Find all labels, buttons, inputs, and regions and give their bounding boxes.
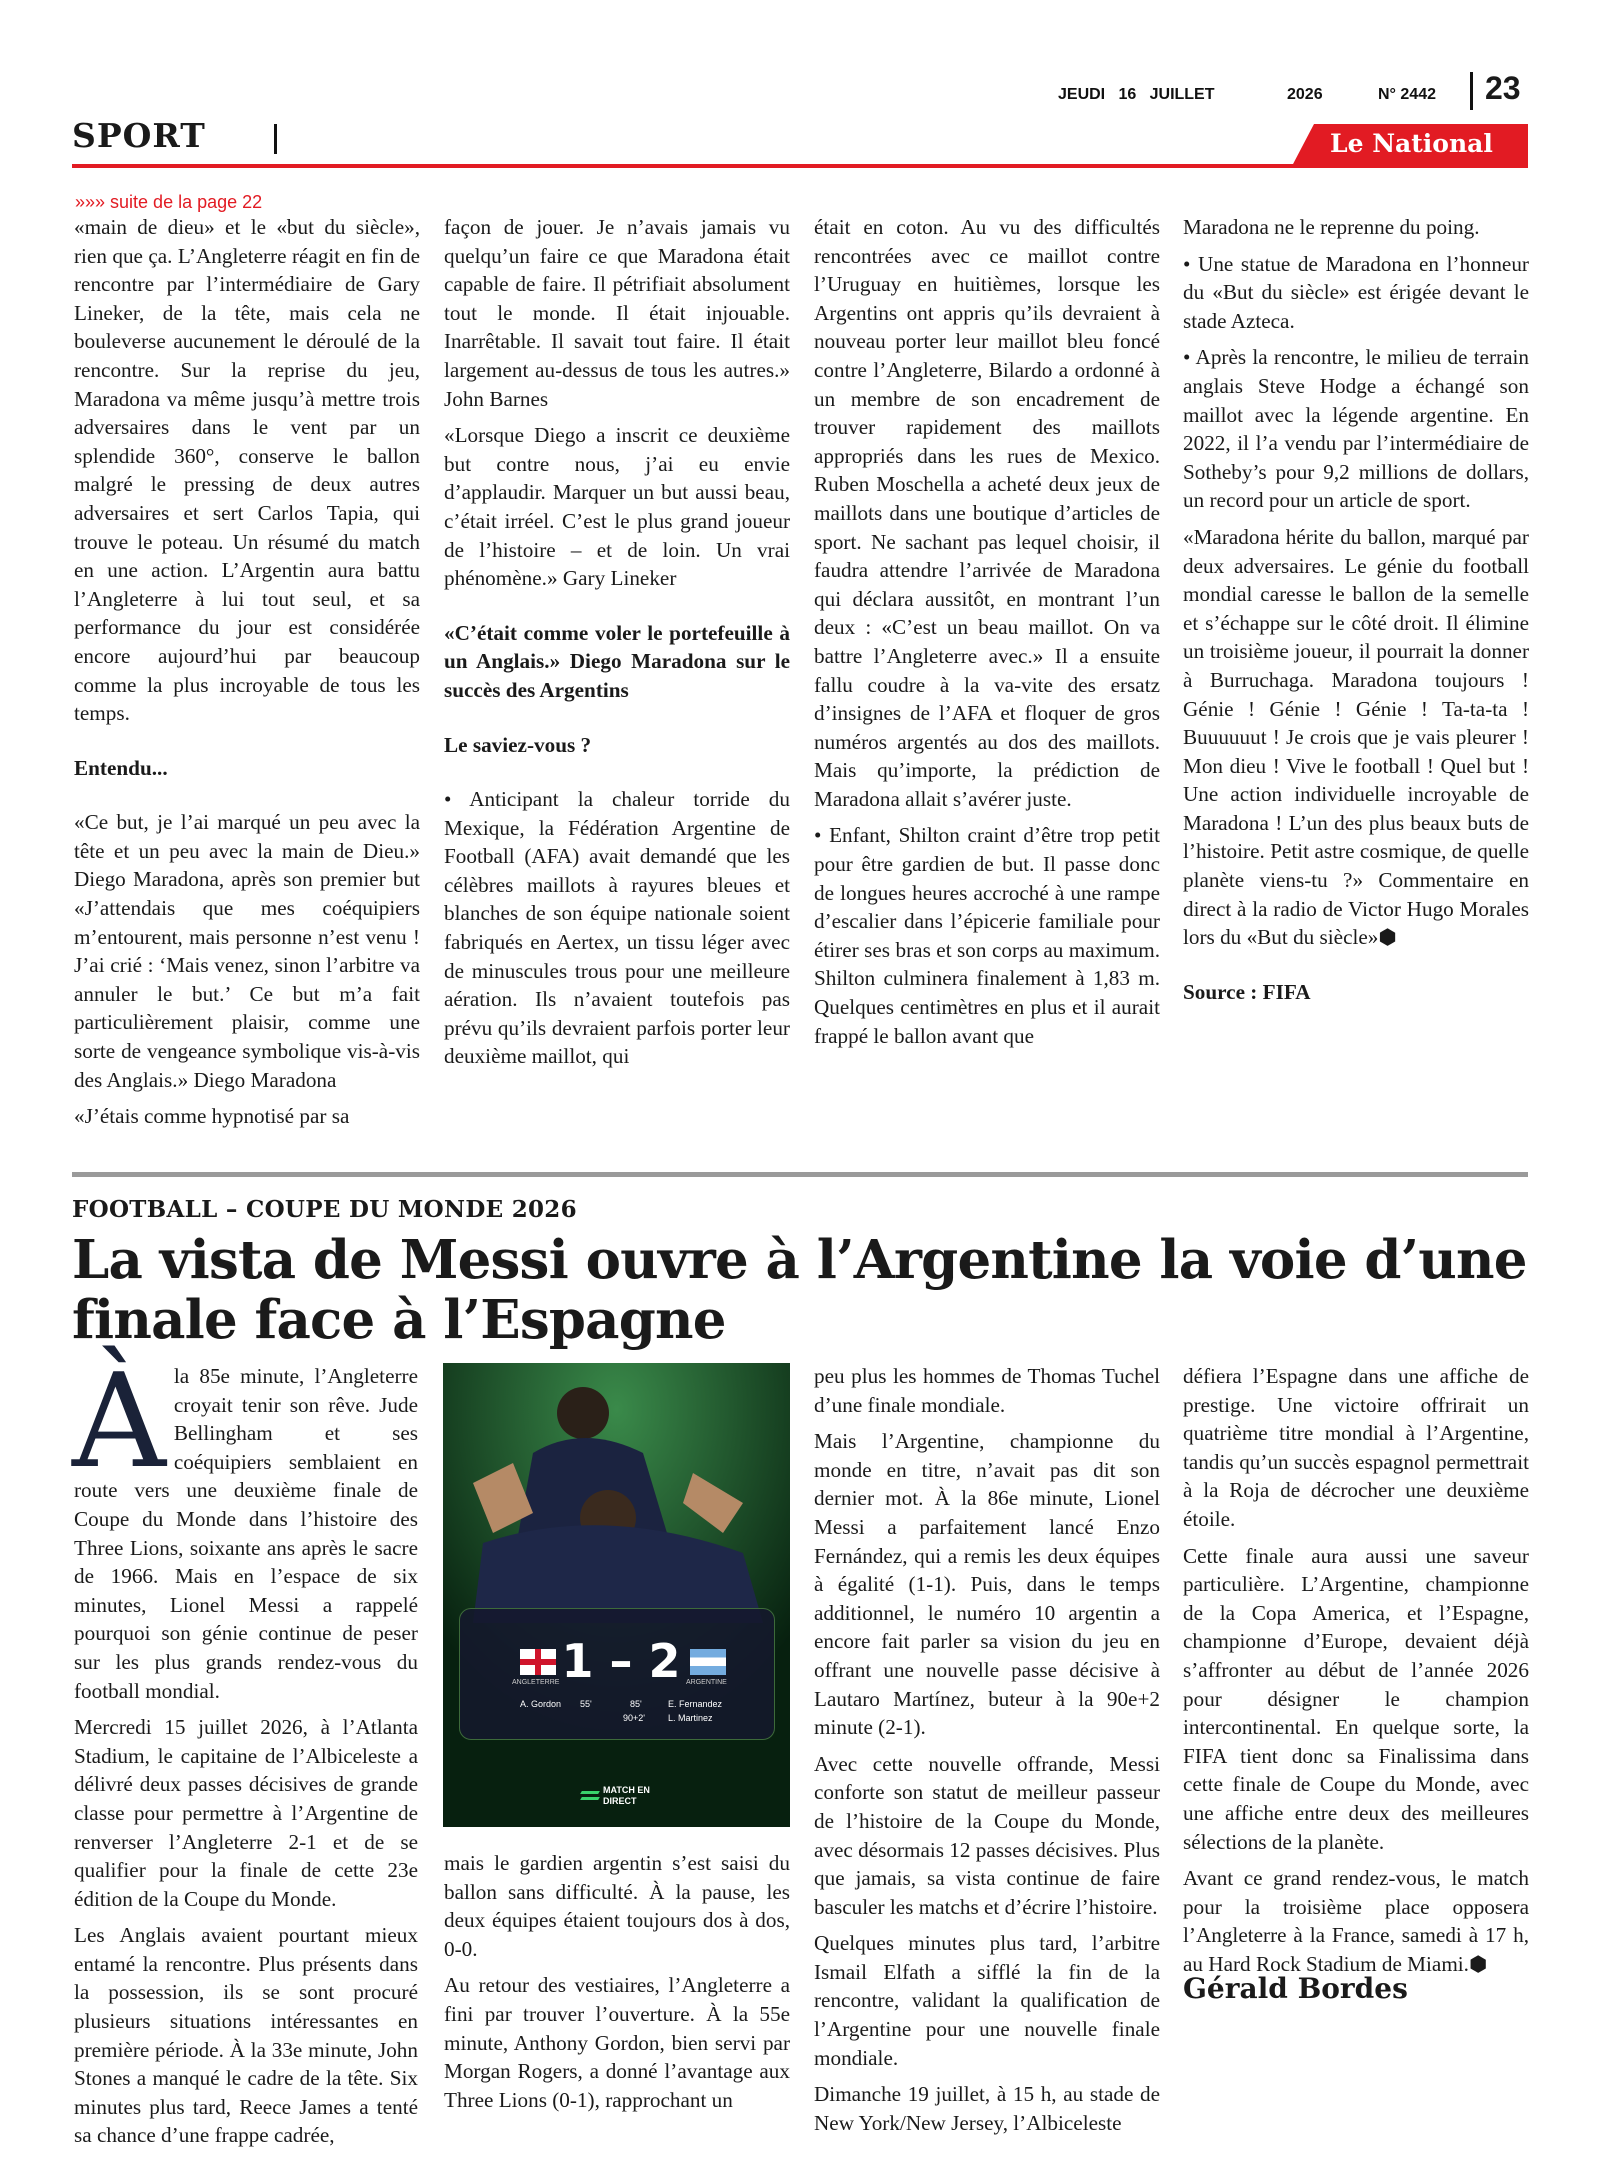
scoreline: 1 – 2 — [561, 1634, 681, 1688]
date-number: 16 — [1118, 86, 1137, 103]
paragraph: peu plus les hommes de Thomas Tuchel d’une finale mondiale. — [814, 1364, 1160, 1417]
header-divider — [1470, 72, 1473, 110]
paragraph: • Anticipant la chaleur torride du Mexique, la Fédération Argentine de Football (AFA) avait demandé que les célèbres maillots à rayures bleues et blanches de son équipe nationale soient fabriqués en Aertex, un tissu léger avec de minuscules trous pour une meilleure aération. Ils n’avaient toutefois pas prévu qu’ils devraient parfois porter leur deuxième maillot, qui — [444, 787, 790, 1069]
section-separator — [274, 124, 277, 154]
source-credit: Source : FIFA — [1183, 979, 1311, 1004]
article2-column-2 — [444, 1849, 790, 2122]
end-mark-icon: ⬢ — [1468, 1951, 1488, 1976]
section-title: SPORT — [72, 116, 206, 155]
away-scorer-2: L. Martinez — [668, 1713, 713, 1723]
page-number: 23 — [1485, 70, 1521, 106]
issue-date — [1058, 86, 1215, 104]
match-photo — [443, 1363, 790, 1827]
subheading: Entendu... — [74, 755, 168, 780]
paragraph: Au retour des vestiaires, l’Angleterre a fini par trouver l’ouverture. À la 55e minute, Anthony Gordon, bien servi par Morgan Rogers, a donné l’avantage aux Three Lions (0-1), rapprochant un — [444, 1973, 790, 2112]
paragraph: Dimanche 19 juillet, à 15 h, au stade de New York/New Jersey, l’Albiceleste — [814, 2082, 1160, 2135]
paragraph: Avant ce grand rendez-vous, le match pour la troisième place opposera l’Angleterre à la France, samedi à 17 h, au Hard Rock Stadium de Miami.⬢ — [1183, 1866, 1529, 1976]
paragraph: «Lorsque Diego a inscrit ce deuxième but contre nous, j’ai eu envie d’applaudir. Marquer un but aussi beau, c’était irréel. C’est le plus grand joueur de l’histoire – et de loin. Un vrai phénomène.» Gary Lineker — [444, 423, 790, 591]
paragraph: mais le gardien argentin s’est saisi du ballon sans difficulté. À la pause, les deux équipes étaient toujours dos à dos, 0-0. — [444, 1851, 790, 1961]
issue-year: 2026 — [1287, 86, 1323, 103]
article2-kicker: FOOTBALL – COUPE DU MONDE 2026 — [72, 1196, 577, 1223]
end-mark-icon: ⬢ — [1378, 925, 1397, 950]
article2-column-1 — [72, 1345, 418, 2158]
paragraph: Quelques minutes plus tard, l’arbitre Ismail Elfath a sifflé la fin de la rencontre, validant la qualification de l’Argentine pour une nouvelle finale mondiale. — [814, 1931, 1160, 2070]
subheading: Le saviez-vous ? — [444, 732, 592, 757]
away-scorer-1: E. Fernandez — [668, 1699, 723, 1709]
article2-column-4 — [1183, 1362, 1529, 1986]
paragraph: • Une statue de Maradona en l’honneur du «But du siècle» est érigée devant le stade Azteca. — [1183, 251, 1529, 333]
home-team-label: ANGLETERRE — [512, 1679, 560, 1686]
date-month: JUILLET — [1149, 86, 1215, 103]
date-day: JEUDI — [1058, 86, 1106, 103]
away-team-label: ARGENTINE — [686, 1679, 727, 1686]
article1-column-2 — [444, 213, 790, 1079]
article1-column-1 — [74, 213, 420, 1139]
paragraph: Maradona ne le reprenne du poing. — [1183, 215, 1480, 239]
paragraph: «J’étais comme hypnotisé par sa — [74, 1104, 350, 1129]
article2-column-3 — [814, 1362, 1160, 2145]
paragraph: • Enfant, Shilton craint d’être trop petit pour être gardien de but. Il passe donc de longues heures accroché à une rampe d’escalier dans l’épicerie familiale pour étirer ses bras et son corps au maximum. Shilton culminera finalement à 1,83 m. Quelques centimètres en plus et il aurait frappé le ballon avant que — [814, 823, 1160, 1048]
article-divider — [72, 1172, 1528, 1177]
live-badge: MATCH EN DIRECT — [603, 1785, 650, 1806]
article1-column-4 — [1183, 213, 1529, 1014]
argentina-flag-icon — [690, 1649, 726, 1675]
paragraph: façon de jouer. Je n’avais jamais vu quelqu’un faire ce que Maradona était capable de faire. Il pétrifiait absolument tout le monde. Il était injouable. Inarrêtable. Il savait tout faire. Il était largement au-dessus de tous les autres.» John Barnes — [444, 215, 790, 411]
players-celebrating-illustration — [443, 1363, 790, 1827]
pull-quote: «C’était comme voler le portefeuille à un Anglais.» Diego Maradona sur le succès des Argentins — [444, 620, 790, 702]
england-flag-icon — [520, 1649, 556, 1675]
paragraph: défiera l’Espagne dans une affiche de prestige. Une victoire offrirait un quatrième titre mondial à l’Argentine, tandis qu’un succès espagnol permettrait à la Roja de décrocher une deuxième étoile. — [1183, 1364, 1529, 1531]
issue-number: N° 2442 — [1378, 86, 1436, 103]
author-byline: Gérald Bordes — [1183, 1972, 1408, 2005]
home-scorer: A. Gordon — [520, 1699, 562, 1709]
continuation-note: »»» suite de la page 22 — [75, 192, 263, 212]
drop-cap: À — [72, 1345, 166, 1497]
paragraph: «Ce but, je l’ai marqué un peu avec la tête et un peu avec la main de Dieu.» Diego Maradona, après son premier but «J’attendais que mes coéquipiers m’entourent, mais personne n’est venu ! J’ai crié : ‘Mais venez, sinon l’arbitre va annuler le but.’ Ce but m’a fait particulièrement plaisir, comme une sorte de vengeance symbolique vis-à-vis des Anglais.» Diego Maradona — [74, 810, 420, 1092]
away-scorer-minute-2: 90+2' — [623, 1713, 645, 1723]
brand-name: Le National — [1330, 129, 1493, 158]
paragraph: Cette finale aura aussi une saveur particulière. L’Argentine, championne de la Copa America, et l’Espagne, championne d’Europe, devaient déjà s’affronter au début de l’année 2026 pour désigner le champion intercontinental. En quelque sorte, la FIFA tient donc sa Finalissima dans cette finale de Coupe du Monde, avec une affiche entre deux des meilleures sélections de la planète. — [1183, 1543, 1529, 1854]
paragraph: «Maradona hérite du ballon, marqué par deux adversaires. Le génie du football mondial caresse le ballon de la semelle et s’échappe sur le côté droit. Il élimine un troisième joueur, il pourrait la donner à Burruchaga. Maradona toujours ! Génie ! Génie ! Génie ! Ta-ta-ta ! Buuuuuut ! Je crois que je vais pleurer ! Mon dieu ! Vive le football ! Quel but ! Une action individuelle incroyable de Maradona ! L’un des plus beaux buts de l’histoire. Petit astre cosmique, de quelle planète viens-tu ?» Commentaire en direct à la radio de Victor Hugo Morales lors du «But du siècle»⬢ — [1183, 524, 1529, 950]
scoreboard-overlay — [459, 1608, 775, 1740]
paragraph: était en coton. Au vu des difficultés rencontrées avec ce maillot contre l’Uruguay en huitièmes, lorsque les Argentins ont appris qu’ils devraient à nouveau porter leur maillot bleu foncé contre l’Angleterre, Bilardo a ordonné à un membre de son encadrement de trouver rapidement des maillots appropriés dans les rues de Mexico. Ruben Moschella a acheté deux jeux de maillots dans une boutique d’articles de sport. Ne sachant pas lequel choisir, il faudra attendre l’arrivée de Maradona qui déclara aussitôt, en montrant l’un deux : «C’est un beau maillot. On va battre l’Angleterre avec.» Il a ensuite fallu coudre à la va-vite des ersatz d’insignes de l’AFA et floquer de gros numéros argentés au dos des maillots. Mais qu’importe, la prédiction de Maradona allait s’avérer juste. — [814, 215, 1160, 811]
paragraph: Mais l’Argentine, championne du monde en titre, n’avait pas dit son dernier mot. À la 86e minute, Lionel Messi a parfaitement lancé Enzo Fernández, qui a remis les deux équipes à égalité (1-1). Puis, dans le temps additionnel, le numéro 10 argentin a encore fait parler sa vision du jeu en offrant une nouvelle passe décisive à Lautaro Martínez, buteur à la 90e+2 minute (2-1). — [814, 1429, 1160, 1740]
paragraph: Mercredi 15 juillet 2026, à l’Atlanta Stadium, le capitaine de l’Albiceleste a délivré deux passes décisives de grande classe pour permettre à l’Argentine de renverser l’Angleterre 2-1 et de se qualifier pour la finale de cette 23e édition de la Coupe du Monde. — [74, 1715, 418, 1911]
paragraph: Avec cette nouvelle offrande, Messi conforte son statut de meilleur passeur de l’histoire de la Coupe du Monde, avec désormais 12 passes décisives. Plus que jamais, sa vista continue de faire basculer les matchs et d’écrire l’histoire. — [814, 1751, 1160, 1919]
paragraph: • Après la rencontre, le milieu de terrain anglais Steve Hodge a échangé son maillot avec la légende argentine. En 2022, il l’a vendu par l’intermédiaire de Sotheby’s pour 9,2 millions de dollars, un record pour un article de sport. — [1183, 345, 1529, 513]
paragraph: «main de dieu» et le «but du siècle», rien que ça. L’Angleterre réagit en fin de rencontre par l’intermédiaire de Gary Lineker, de la tête, mais cela ne bouleverse aucunement le déroulé de la rencontre. Sur la reprise du jeu, Maradona va même jusqu’à mettre trois adversaires dans le vent par un splendide 360°, conserve le ballon malgré le pressing de deux autres adversaires et sert Carlos Tapia, qui trouve le poteau. Un résumé du match en une action. L’Argentin aura battu l’Angleterre à lui tout seul, et sa performance du jour est considérée encore aujourd’hui par beaucoup comme la plus incroyable de tous les temps. — [74, 215, 420, 726]
live-match-icon — [581, 1787, 599, 1805]
paragraph: Àla 85e minute, l’Angleterre croyait tenir son rêve. Jude Bellingham et ses coéquipiers semblaient en route vers une deuxième finale de Coupe du Monde dans l’histoire des Three Lions, soixante ans après le sacre de 1966. Mais en l’espace de six minutes, Lionel Messi a rappelé pourquoi son génie continue de peser sur les plus grands rendez-vous du football mondial. — [72, 1345, 418, 1703]
home-scorer-minute: 55' — [580, 1699, 592, 1709]
away-scorer-minute-1: 85' — [630, 1699, 642, 1709]
paragraph: Les Anglais avaient pourtant mieux entamé la rencontre. Plus présents dans la possession, ils se sont procuré plusieurs situations intéressantes en première période. À la 33e minute, John Stones a manqué le cadre de la tête. Six minutes plus tard, Reece James a tenté sa chance d’une frappe cadrée, — [74, 1923, 418, 2148]
article1-column-3 — [814, 213, 1160, 1058]
article2-headline: La vista de Messi ouvre à l’Argentine la voie d’une finale face à l’Espagne — [72, 1229, 1527, 1351]
